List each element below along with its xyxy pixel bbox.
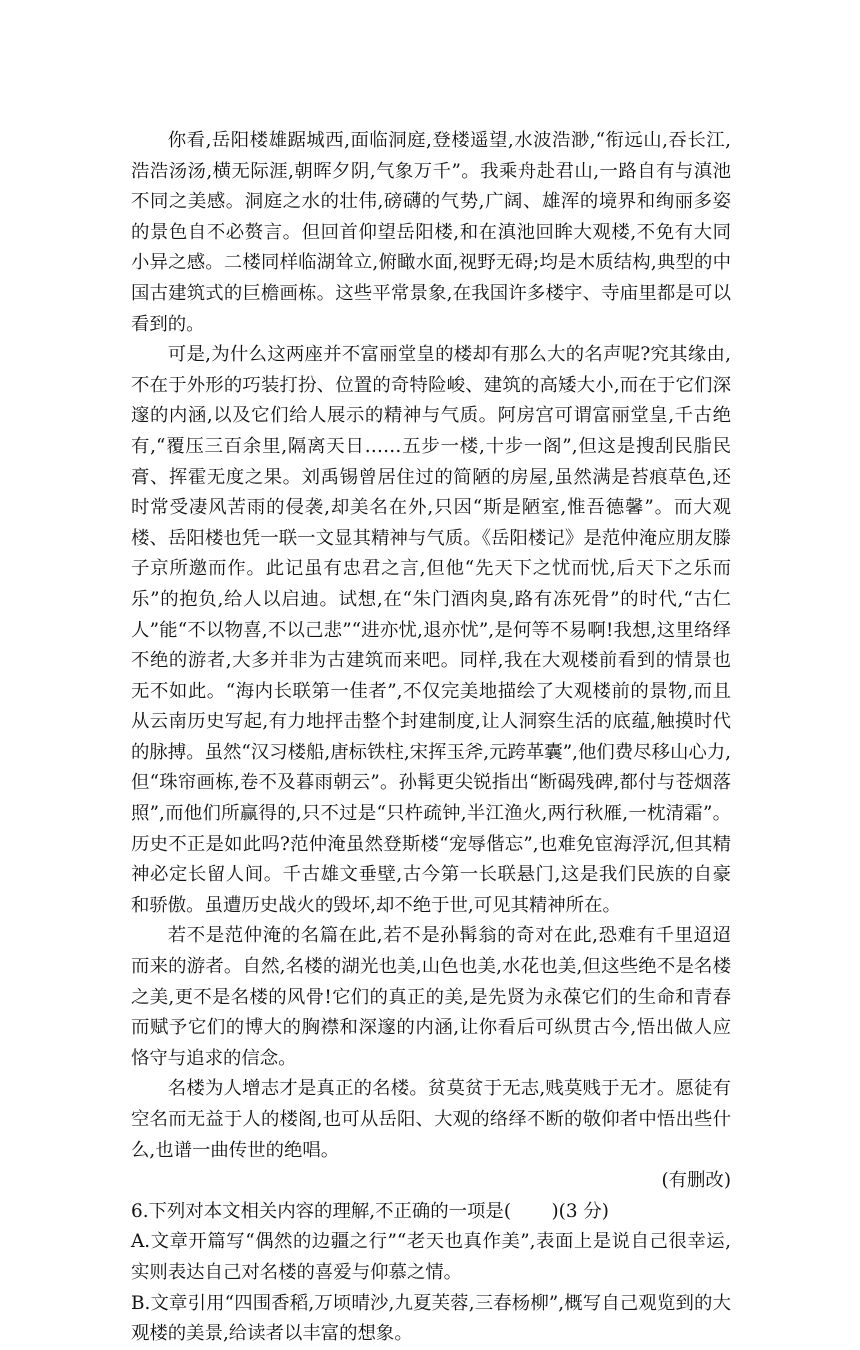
- paragraph-yueyang-tower: 你看,岳阳楼雄踞城西,面临洞庭,登楼遥望,水波浩渺,“衔远山,吞长江,浩浩汤汤,横无际涯,朝晖夕阴,气象万千”。我乘舟赴君山,一路自有与滇池不同之美感。洞庭之水的壮伟,磅礴的气势,广阔、雄浑的境界和绚丽多姿的景色自不必赘言。但回首仰望岳阳楼,和在滇池回眸大观楼,不免有大同小异之感。二楼同样临湖耸立,俯瞰水面,视野无碍;均是木质结构,典型的中国古建筑式的巨檐画栋。这些平常景象,在我国许多楼宇、寺庙里都是可以看到的。: [131, 130, 731, 335]
- paragraph-true-beauty: 若不是范仲淹的名篇在此,若不是孙髯翁的奇对在此,恐难有千里迢迢而来的游者。自然,名楼的湖光也美,山色也美,水花也美,但这些绝不是名楼之美,更不是名楼的风骨!它们的真正的美,是先贤为永葆它们的生命和青春而赋予它们的博大的胸襟和深邃的内涵,让你看后可纵贯古今,悟出做人应恪守与追求的信念。: [131, 925, 731, 1069]
- paragraph-reason-for-fame: 可是,为什么这两座并不富丽堂皇的楼却有那么大的名声呢?究其缘由,不在于外形的巧装打扮、位置的奇特险峻、建筑的高矮大小,而在于它们深邃的内涵,以及它们给人展示的精神与气质。阿房宫可谓富丽堂皇,千古绝有,“覆压三百余里,隔离天日……五步一楼,十步一阁”,但这是搜刮民脂民膏、挥霍无度之果。刘禹锡曾居住过的简陋的房屋,虽然满是苔痕草色,还时常受凄风苦雨的侵袭,却美名在外,只因“斯是陋室,惟吾德馨”。而大观楼、岳阳楼也凭一联一文显其精神与气质。《岳阳楼记》是范仲淹应朋友滕子京所邀而作。此记虽有忠君之言,但他“先天下之忧而忧,后天下之乐而乐”的抱负,给人以启迪。试想,在“朱门酒肉臭,路有冻死骨”的时代,“古仁人”能“不以物喜,不以己悲”“进亦忧,退亦忧”,是何等不易啊!我想,这里络绎不绝的游者,大多并非为古建筑而来吧。同样,我在大观楼前看到的情景也无不如此。“海内长联第一佳者”,不仅完美地描绘了大观楼前的景物,而且从云南历史写起,有力地抨击整个封建制度,让人洞察生活的底蕴,触摸时代的脉搏。虽然“汉习楼船,唐标铁柱,宋挥玉斧,元跨革囊”,他们费尽移山心力,但“珠帘画栋,卷不及暮雨朝云”。孙髯更尖锐指出“断碣残碑,都付与苍烟落照”,而他们所赢得的,只不过是“只杵疏钟,半江渔火,两行秋雁,一枕清霜”。历史不正是如此吗?范仲淹虽然登斯楼“宠辱偕忘”,也难免宦海浮沉,但其精神必定长留人间。千古雄文垂壁,古今第一长联悬门,这是我们民族的自豪和骄傲。虽遭历史战火的毁坏,却不绝于世,可见其精神所在。: [131, 344, 731, 916]
- paragraph-conclusion: 名楼为人增志才是真正的名楼。贫莫贫于无志,贱莫贱于无才。愿徒有空名而无益于人的楼阁,也可从岳阳、大观的络绎不断的敬仰者中悟出些什么,也谱一曲传世的绝唱。: [131, 1078, 731, 1161]
- option-a: A.文章开篇写“偶然的边疆之行”“老天也真作美”,表面上是说自己很幸运,实则表达自己对名楼的喜爱与仰慕之情。: [131, 1231, 731, 1283]
- question-stem-text: 6.下列对本文相关内容的理解,不正确的一项是(: [131, 1200, 511, 1222]
- question-score-text: )(3 分): [551, 1200, 609, 1222]
- document-page: [131, 126, 731, 1350]
- question-6-stem: [131, 1197, 731, 1228]
- option-b: B.文章引用“四围香稻,万顷晴沙,九夏芙蓉,三春杨柳”,概写自己观览到的大观楼的美景,给读者以丰富的想象。: [131, 1292, 731, 1345]
- source-note: (有删改): [661, 1170, 731, 1192]
